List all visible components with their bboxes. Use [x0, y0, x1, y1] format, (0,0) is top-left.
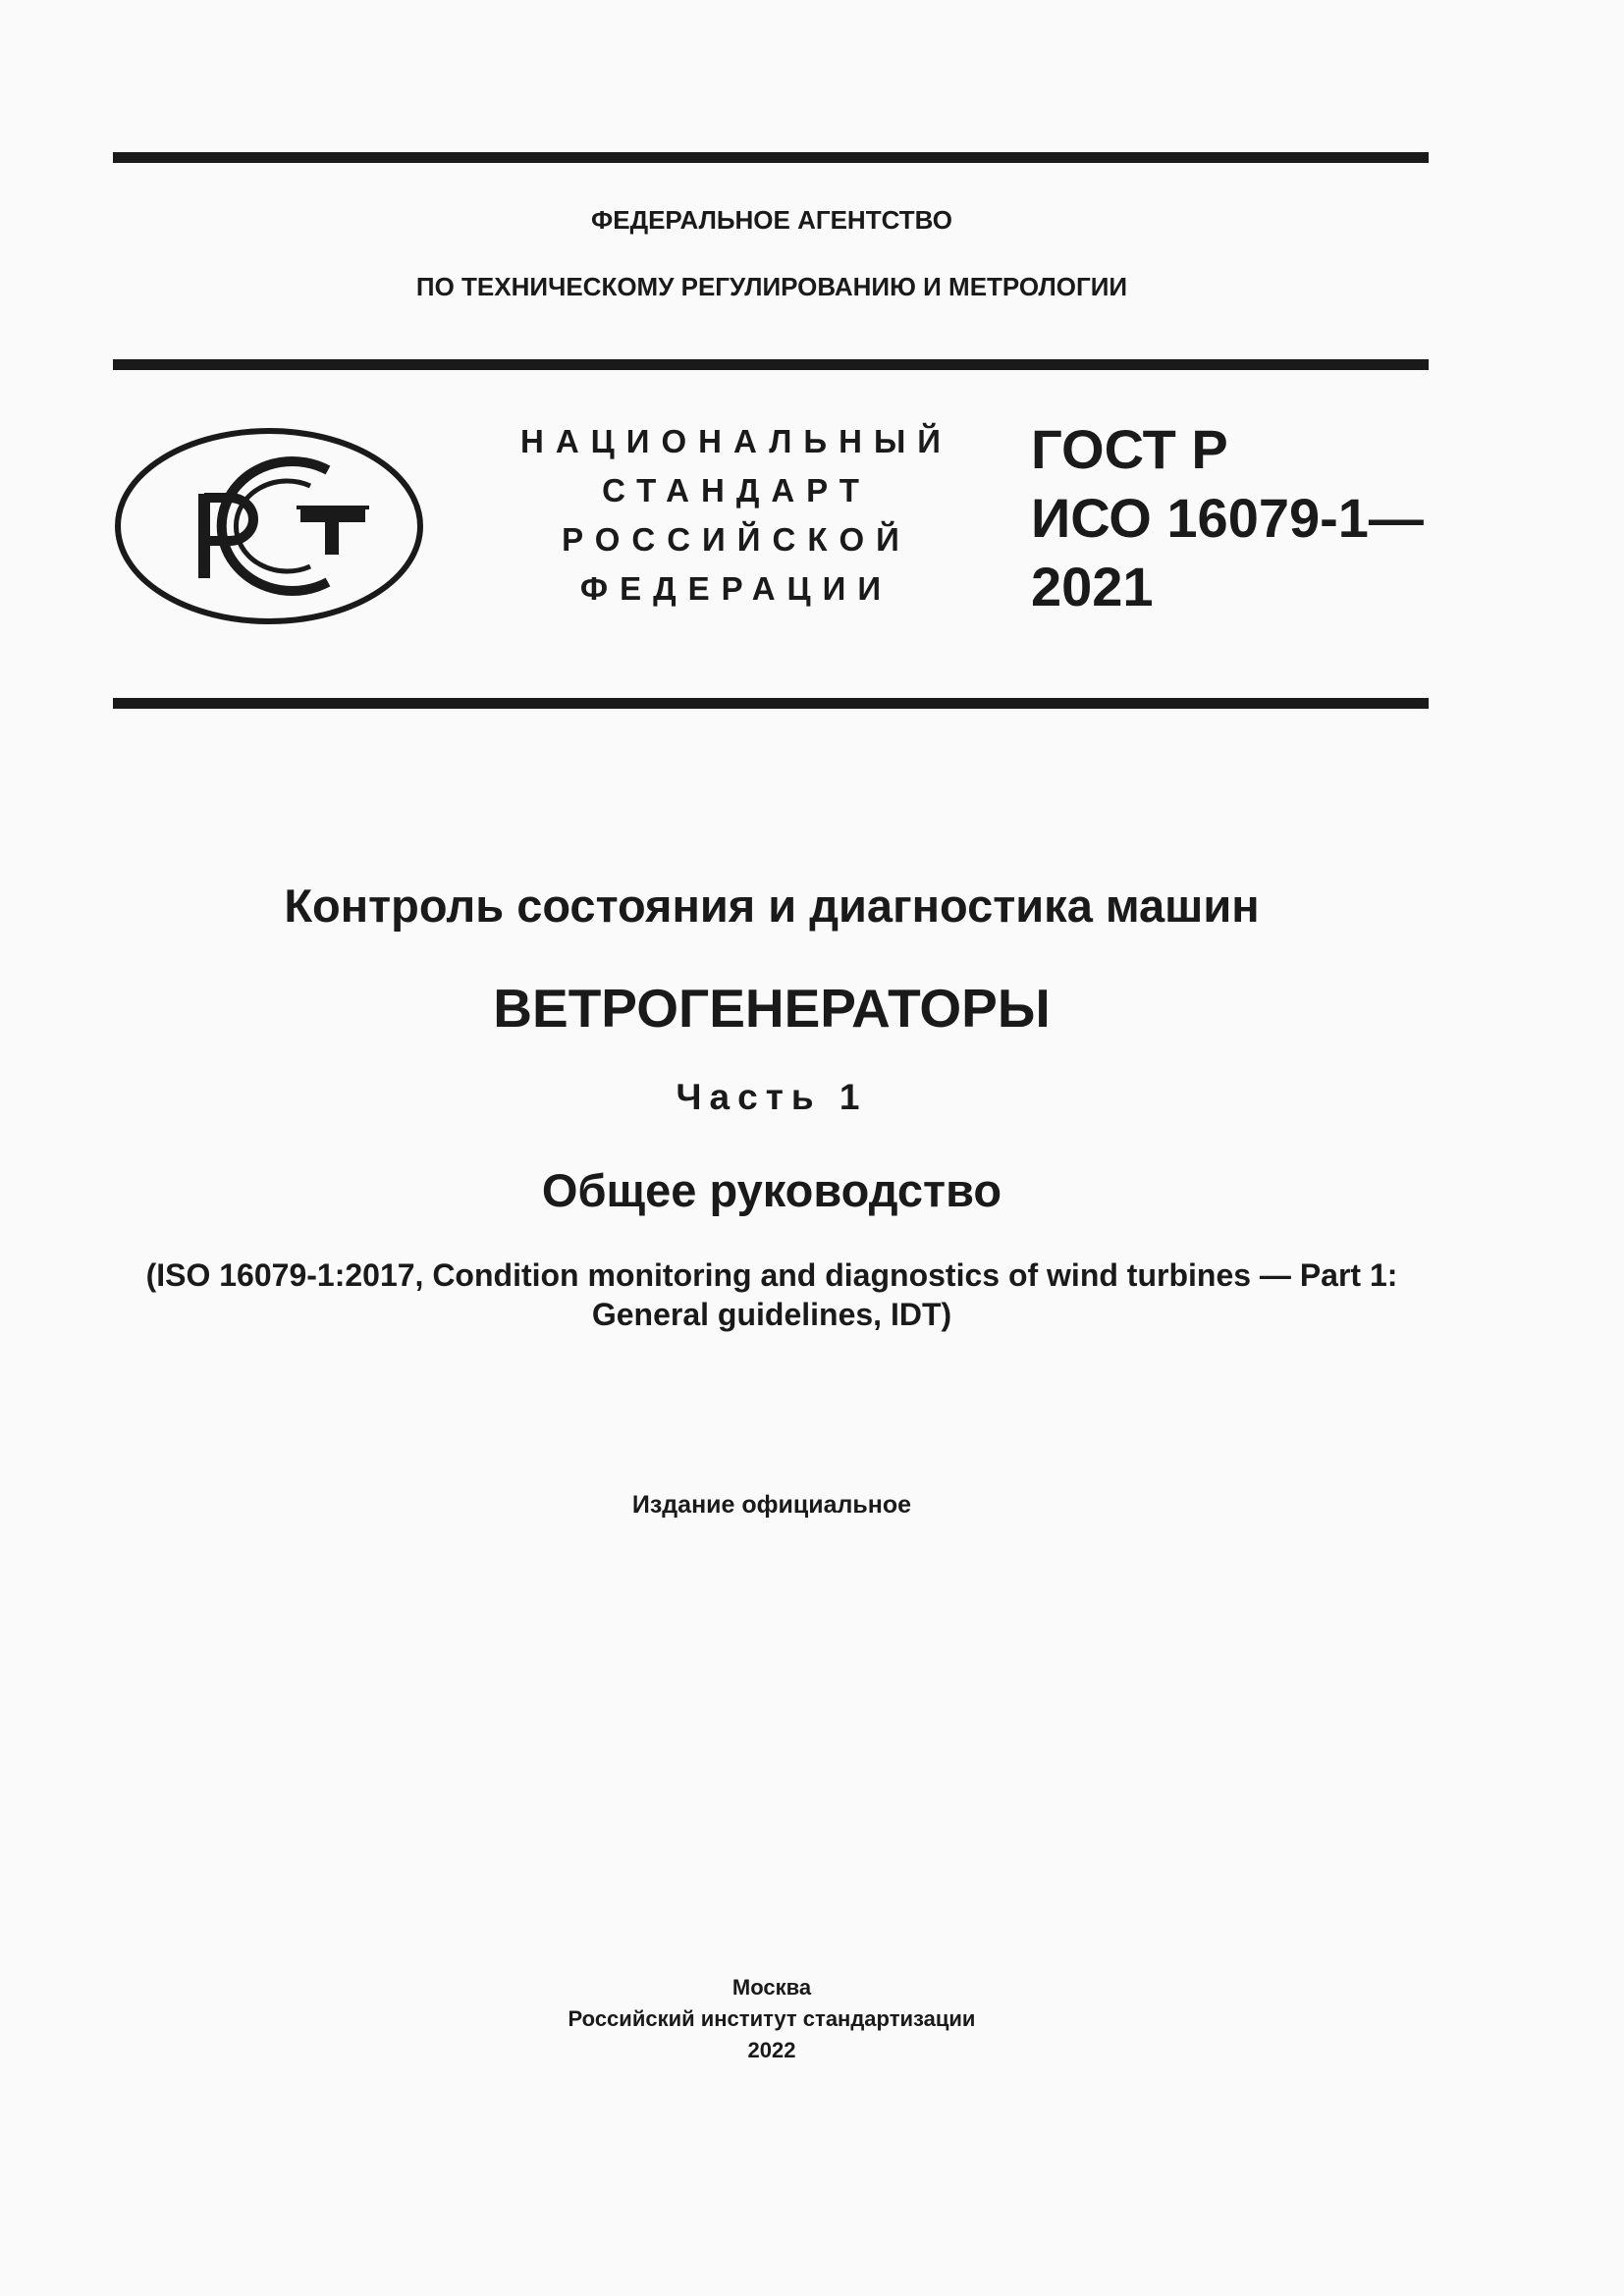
imprint-publisher: Российский институт стандартизации — [568, 2006, 976, 2031]
rst-certification-logo-icon — [114, 427, 424, 625]
document-subtitle: Общее руководство — [541, 1164, 1002, 1216]
designation-line-2: ИСО 16079-1— — [1031, 487, 1424, 549]
national-standard-label — [491, 417, 982, 614]
header-rule — [113, 359, 1429, 370]
edition-label: Издание официальное — [631, 1491, 912, 1519]
document-subject: ВЕТРОГЕНЕРАТОРЫ — [493, 978, 1051, 1039]
designation-line-1: ГОСТ Р — [1031, 418, 1228, 480]
top-rule — [113, 152, 1429, 163]
imprint-year: 2022 — [747, 2038, 796, 2062]
standard-designation — [1031, 415, 1424, 621]
imprint-city: Москва — [731, 1975, 812, 2000]
block-rule — [113, 698, 1429, 709]
designation-line-3: 2021 — [1031, 556, 1154, 617]
iso-reference — [0, 1255, 1543, 1334]
national-line-2: СТАНДАРТ — [602, 472, 871, 508]
iso-reference-line-2: General guidelines, IDT) — [591, 1297, 952, 1332]
agency-line-1: ФЕДЕРАЛЬНОЕ АГЕНТСТВО — [591, 205, 952, 235]
iso-reference-line-1: (ISO 16079-1:2017, Condition monitoring and diagnostics of wind turbines — Part 1: — [145, 1257, 1398, 1293]
national-line-1: НАЦИОНАЛЬНЫЙ — [520, 423, 952, 459]
national-line-4: ФЕДЕРАЦИИ — [579, 570, 893, 607]
document-title: Контроль состояния и диагностика машин — [284, 880, 1260, 932]
agency-line-2: ПО ТЕХНИЧЕСКОМУ РЕГУЛИРОВАНИЮ И МЕТРОЛОГИИ — [415, 272, 1128, 301]
imprint — [0, 1972, 1543, 2066]
national-line-3: РОССИЙСКОЙ — [562, 521, 911, 558]
document-part: Часть 1 — [676, 1077, 868, 1117]
